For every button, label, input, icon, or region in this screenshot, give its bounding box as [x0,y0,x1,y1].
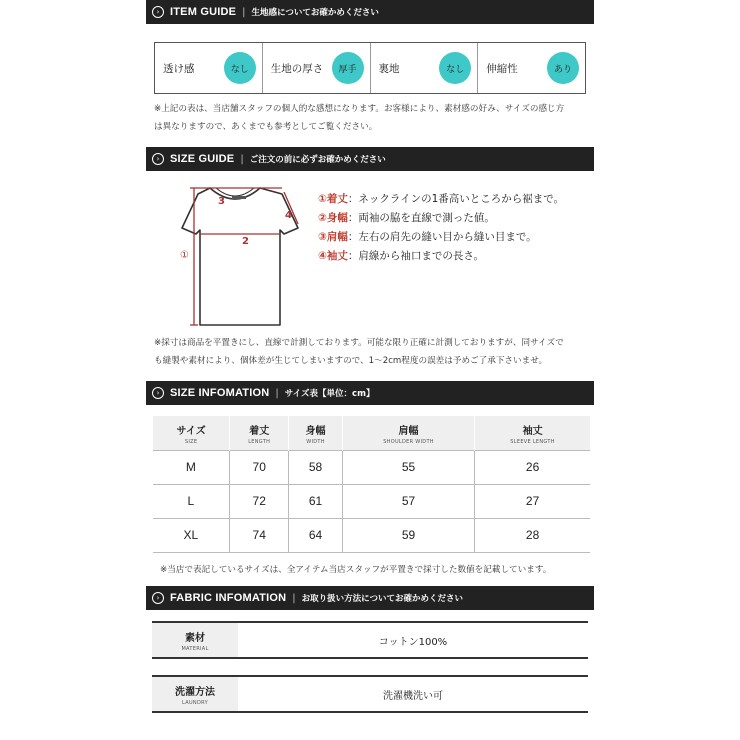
divider: | [275,387,279,399]
size-table [152,416,590,553]
marker-2: 2 [242,236,249,247]
definition-key: 肩幅 [326,231,348,243]
table-cell: 64 [289,518,343,552]
guide-value-badge: 厚手 [332,52,364,84]
fabric-label-en: MATERIAL [181,645,209,652]
definition-text: ：両袖の脇を直線で測った値。 [347,212,495,224]
table-row [153,518,591,552]
table-cell: 61 [289,484,343,518]
table-cell: 55 [342,450,474,484]
guide-label: 伸縮性 [486,62,518,75]
guide-label: 透け感 [163,62,195,75]
table-cell: L [153,484,230,518]
guide-value-badge: なし [439,52,471,84]
guide-value-badge: なし [224,52,256,84]
table-cell: M [153,450,230,484]
chevron-right-icon: › [152,6,164,18]
fabric-label-en: LAUNDRY [182,699,208,706]
definition-row [318,190,564,209]
table-cell: 70 [230,450,289,484]
table-cell: 72 [230,484,289,518]
fabric-value: 洗濯機洗い可 [383,690,443,702]
chevron-right-icon: › [152,592,164,604]
section-title: SIZE GUIDE [170,153,235,165]
column-header: 肩幅 SHOULDER WIDTH [342,416,474,450]
column-header: 着丈 LENGTH [230,416,289,450]
tshirt-diagram [150,180,310,330]
table-cell: 59 [342,518,474,552]
fabric-row-header [152,677,238,711]
fabric-info-header [146,586,594,610]
section-title: ITEM GUIDE [170,6,237,18]
definition-row [318,209,564,228]
definition-key: 身幅 [326,212,348,224]
table-cell: 28 [475,518,590,552]
definition-key: 着丈 [326,193,348,205]
definition-row [318,228,564,247]
chevron-right-icon: › [152,153,164,165]
fabric-label: 洗濯方法 [175,686,215,698]
note-line: ※採寸は商品を平置きにし、直線で計測しております。可能な限り正確に計測しておりますが、同サイズで [154,338,564,348]
fabric-row-material [152,621,588,659]
size-info-header [146,381,594,405]
size-guide-note [154,334,594,370]
column-header: 袖丈 SLEEVE LENGTH [475,416,590,450]
item-guide-header [146,0,594,24]
marker-4: 4 [285,210,292,221]
guide-item-thickness [263,43,371,93]
table-cell: 58 [289,450,343,484]
definition-num: ③ [318,231,327,243]
definition-num: ④ [318,250,327,262]
table-cell: XL [153,518,230,552]
table-row [153,484,591,518]
section-subtitle: ご注文の前に必ずお確かめください [249,155,386,165]
size-guide-header [146,147,594,171]
note-line: ※上記の表は、当店舗スタッフの個人的な感想になります。お客様により、素材感の好み、サイズの感じ方 [154,104,565,114]
definition-text: ：左右の肩先の縫い目から縫い目まで。 [347,231,537,243]
guide-label: 生地の厚さ [270,62,324,75]
size-info-note: ※当店で表記しているサイズは、全アイテム当店スタッフが平置きで採寸した数値を記載しています。 [160,565,552,575]
definition-text: ：ネックラインの1番高いところから裾まで。 [347,193,565,205]
note-line: も縫製や素材により、個体差が生じてしまいますので、1〜2cm程度の誤差は予めご了承下さいませ。 [154,356,548,366]
definition-text: ：肩線から袖口までの長さ。 [347,250,484,262]
table-cell: 57 [342,484,474,518]
column-header: 身幅 WIDTH [289,416,343,450]
divider: | [240,153,244,165]
table-row [153,450,591,484]
divider: | [292,592,296,604]
item-guide-note [154,100,594,136]
marker-1: ① [180,250,189,261]
guide-label: 裏地 [378,62,400,75]
section-subtitle: サイズ表【単位：cm】 [284,389,375,399]
guide-item-lining [371,43,479,93]
measurement-definitions [318,190,564,266]
section-subtitle: お取り扱い方法についてお確かめください [301,594,463,604]
table-cell: 26 [475,450,590,484]
definition-key: 袖丈 [326,250,348,262]
item-guide-table [154,42,586,94]
table-header-row [153,416,591,450]
section-title: FABRIC INFOMATION [170,592,287,604]
column-header: サイズ SIZE [153,416,230,450]
note-line: は異なりますので、あくまでも参考としてご覧ください。 [154,122,378,132]
fabric-label: 素材 [185,632,205,644]
marker-3: 3 [218,196,225,207]
definition-num: ① [318,193,327,205]
divider: | [242,6,246,18]
definition-row [318,247,564,266]
table-cell: 74 [230,518,289,552]
fabric-row-laundry [152,675,588,713]
tshirt-illustration [150,180,310,330]
fabric-value: コットン100% [378,636,448,648]
chevron-right-icon: › [152,387,164,399]
guide-item-stretch [478,43,585,93]
guide-value-badge: あり [547,52,579,84]
guide-item-transparency [155,43,263,93]
section-title: SIZE INFOMATION [170,387,270,399]
definition-num: ② [318,212,327,224]
section-subtitle: 生地感についてお確かめください [251,8,379,18]
table-cell: 27 [475,484,590,518]
fabric-row-header [152,623,238,657]
